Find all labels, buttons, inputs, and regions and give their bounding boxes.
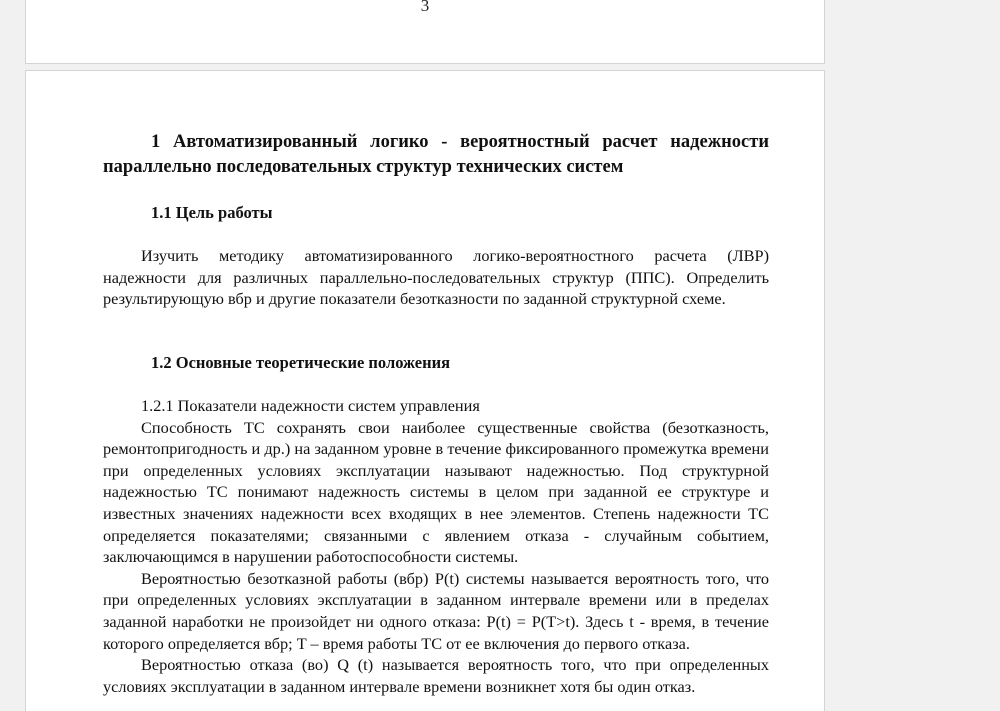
current-page	[25, 70, 825, 711]
scrollbar[interactable]	[988, 0, 1000, 711]
document-title: 1 Автоматизированный логико - вероятностный расчет надежности параллельно последовательных структур технических систем	[103, 132, 769, 177]
subsection-heading: 1.2.1 Показатели надежности систем управления	[141, 396, 480, 415]
section-goal-text: Изучить методику автоматизированного логико-вероятностного расчета (ЛВР) надежности для различных параллельно-последовательных структур (ППС). Определить результирующую вбр и другие показатели безотказности по заданной структурной схеме.	[103, 246, 769, 309]
paragraph: Способность ТС сохранять свои наиболее существенные свойства (безотказность, ремонтопригодность и др.) на заданном уровне в течение фиксированного промежутка времени при определенных условиях эксплуатации называют надежностью. Под структурной надежностью ТС понимают надежность системы в целом при заданной ее структуре и известных значениях надежности всех входящих в нее элементов. Степень надежности ТС определяется показателями; связанными с явлением отказа - случайным событием, заключающимся в нарушении работоспособности системы.	[103, 417, 769, 567]
previous-page	[25, 0, 825, 64]
section-goal-heading: 1.1 Цель работы	[151, 203, 273, 222]
paragraph: Вероятностью безотказной работы (вбр) P(t) системы называется вероятность того, что при определенных условиях эксплуатации в заданном интервале времени или в пределах заданной наработки не произойдет ни одного отказа: P(t) = P(T>t). Здесь t - время, в течение которого определяется вбр; T – время работы ТС от ее включения до первого отказа.	[103, 568, 769, 653]
section-theory-heading: 1.2 Основные теоретические положения	[151, 353, 451, 372]
paragraph: Вероятностью отказа (во) Q (t) называется вероятность того, что при определенных условиях эксплуатации в заданном интервале времени возникнет хотя бы один отказ.	[103, 655, 769, 696]
section-theory-body	[103, 395, 769, 697]
page-number: 3	[420, 0, 430, 15]
